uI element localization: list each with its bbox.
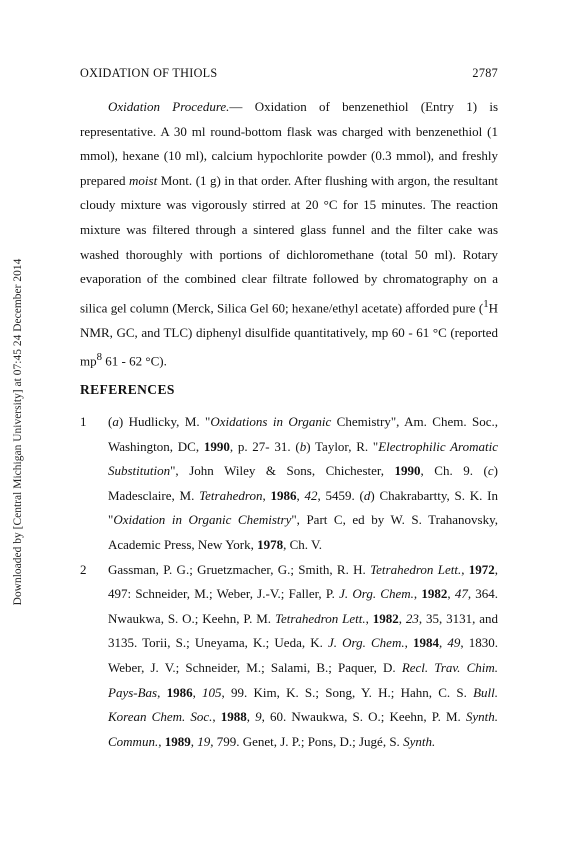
ref-text: ", Part C, ed by W. S. Trahanovsky, Academic Press, New York, xyxy=(108,512,498,552)
procedure-heading: Oxidation Procedure. xyxy=(108,99,230,114)
ref-volume: 105 xyxy=(202,684,222,700)
ref-year: 1972 xyxy=(468,561,495,577)
procedure-dash: — xyxy=(229,99,255,114)
reference-item xyxy=(80,410,498,558)
journal-name: Synth. xyxy=(403,733,436,749)
reference-body xyxy=(108,410,498,558)
procedure-text-1: Oxidation of benzenethiol (Entry 1) is representative. A 30 ml round-bottom flask was charged with benzenethiol (1 mmol), hexane (10 ml), calcium hypochlorite powder (0.3 mmol), and freshly prepared xyxy=(80,99,499,188)
ref-text: , 5459. ( xyxy=(317,487,364,503)
reference-body xyxy=(108,558,498,755)
ref-text: ", John Wiley & Sons, Chichester, xyxy=(170,463,395,479)
ref-volume: 23 xyxy=(405,610,419,626)
running-header xyxy=(80,66,498,81)
ref-year: 1988 xyxy=(220,709,247,725)
ref-label: a xyxy=(112,414,119,429)
ref-text: , 799. Genet, J. P.; Pons, D.; Jugé, S. xyxy=(210,733,404,749)
ref-text: , Ch. 9. ( xyxy=(420,463,488,479)
procedure-text-4: 61 - 62 °C). xyxy=(102,353,167,369)
procedure-text-3: H NMR, GC, and TLC) diphenyl disulfide quantitatively, mp 60 - 61 °C (reported mp xyxy=(80,300,498,369)
ref-year: 1982 xyxy=(372,610,399,626)
superscript-1: 1 xyxy=(483,297,489,310)
ref-text: , xyxy=(296,487,305,503)
ref-label: b xyxy=(299,438,307,454)
journal-name: Tetrahedron Lett. xyxy=(370,561,462,577)
references-heading: REFERENCES xyxy=(80,382,175,397)
procedure-paragraph xyxy=(80,95,498,374)
journal-name: J. Org. Chem. xyxy=(328,635,405,651)
ref-text: ) Taylor, R. " xyxy=(306,438,379,454)
ref-text: ) Madesclaire, M. xyxy=(108,463,498,503)
ref-text: , 35, 3131, and 3135. Torii, S.; Uneyama, K.; Ueda, K. xyxy=(108,610,498,651)
ref-label: d xyxy=(363,487,371,503)
journal-name: Bull. Korean Chem. Soc. xyxy=(108,684,498,725)
reference-item xyxy=(80,558,498,755)
reference-number: 1 xyxy=(80,414,87,429)
journal-name: Tetrahedron xyxy=(199,487,263,503)
ref-text: , xyxy=(413,586,422,602)
ref-text: , xyxy=(212,709,221,725)
page-number: 2787 xyxy=(472,66,498,80)
journal-name: J. Org. Chem. xyxy=(339,586,414,602)
reference-number: 2 xyxy=(80,561,87,577)
ref-text: , xyxy=(365,610,373,626)
ref-text: ) Hudlicky, M. " xyxy=(118,414,211,429)
references-list xyxy=(80,410,498,754)
ref-year: 1990 xyxy=(394,463,421,479)
ref-label: c xyxy=(487,463,494,479)
ref-text: , xyxy=(192,684,203,700)
ref-text: , p. 27- 31. ( xyxy=(229,438,300,454)
download-watermark xyxy=(0,0,36,864)
ref-text: , xyxy=(398,610,406,626)
ref-text: , xyxy=(461,561,469,577)
ref-text: , xyxy=(404,635,413,651)
ref-volume: 19 xyxy=(197,733,211,749)
ref-year: 1978 xyxy=(257,536,284,552)
ref-text: , xyxy=(246,709,256,725)
ref-volume: 49 xyxy=(447,635,461,651)
book-title: Oxidation in Organic Chemistry xyxy=(113,512,292,528)
ref-text: , xyxy=(190,733,198,749)
ref-year: 1986 xyxy=(270,487,297,503)
ref-text: , 60. Nwaukwa, S. O.; Keehn, P. M. xyxy=(261,709,466,725)
ref-text: Gassman, P. G.; Gruetzmacher, G.; Smith, R. H. xyxy=(108,561,371,577)
download-note-text: Downloaded by [Central Michigan University] at 07:45 24 December 2014 xyxy=(12,258,24,606)
superscript-8: 8 xyxy=(96,351,103,364)
book-title: Oxidations in Organic xyxy=(210,414,332,429)
ref-volume: 9 xyxy=(255,709,262,725)
ref-text: , 99. Kim, K. S.; Song, Y. H.; Hahn, C. S. xyxy=(221,684,474,700)
ref-text: , 497: Schneider, M.; Weber, J.-V.; Faller, P. xyxy=(108,561,499,602)
moist-word: moist xyxy=(129,172,158,188)
journal-name: Tetrahedron Lett. xyxy=(274,610,366,626)
ref-year: 1990 xyxy=(203,438,230,454)
procedure-text-2: Mont. (1 g) in that order. After flushing with argon, the resultant cloudy mixture was vigorously stirred at 20 °C for 15 minutes. The reaction mixture was filtered through a sintered glass funnel and the filter cake was washed thoroughly with portions of dichloromethane (total 50 ml). Rotary evaporation of the combined clear filtrate followed by chromatography on a silica gel column (Merck, Silica Gel 60; hexane/ethyl acetate) afforded pure ( xyxy=(80,172,499,316)
ref-text: , xyxy=(262,487,271,503)
ref-year: 1986 xyxy=(166,684,193,700)
ref-text: , Ch. V. xyxy=(283,536,323,552)
ref-year: 1989 xyxy=(164,733,191,749)
ref-volume: 42 xyxy=(304,487,318,503)
ref-text: , 364. Nwaukwa, S. O.; Keehn, P. M. xyxy=(108,586,499,626)
ref-year: 1982 xyxy=(421,586,448,602)
ref-text: , xyxy=(438,635,448,651)
journal-name: Synth. Commun. xyxy=(108,709,499,749)
running-title: OXIDATION OF THIOLS xyxy=(80,66,218,80)
ref-text: ( xyxy=(108,414,113,429)
ref-volume: 47 xyxy=(454,586,468,602)
ref-text: Chemistry", Am. Chem. Soc., Washington, DC, xyxy=(108,414,498,454)
ref-text: , xyxy=(158,733,165,749)
journal-name: Recl. Trav. Chim. Pays-Bas xyxy=(108,659,499,700)
ref-text: , 1830. Weber, J. V.; Schneider, M.; Salami, B.; Paquer, D. xyxy=(108,635,499,675)
ref-text: ) Chakrabartty, S. K. In " xyxy=(108,487,499,528)
ref-text: , xyxy=(157,684,167,700)
ref-year: 1984 xyxy=(412,635,439,651)
book-title: Electrophilic Aromatic Substitution xyxy=(108,438,498,479)
ref-text: , xyxy=(447,586,455,602)
